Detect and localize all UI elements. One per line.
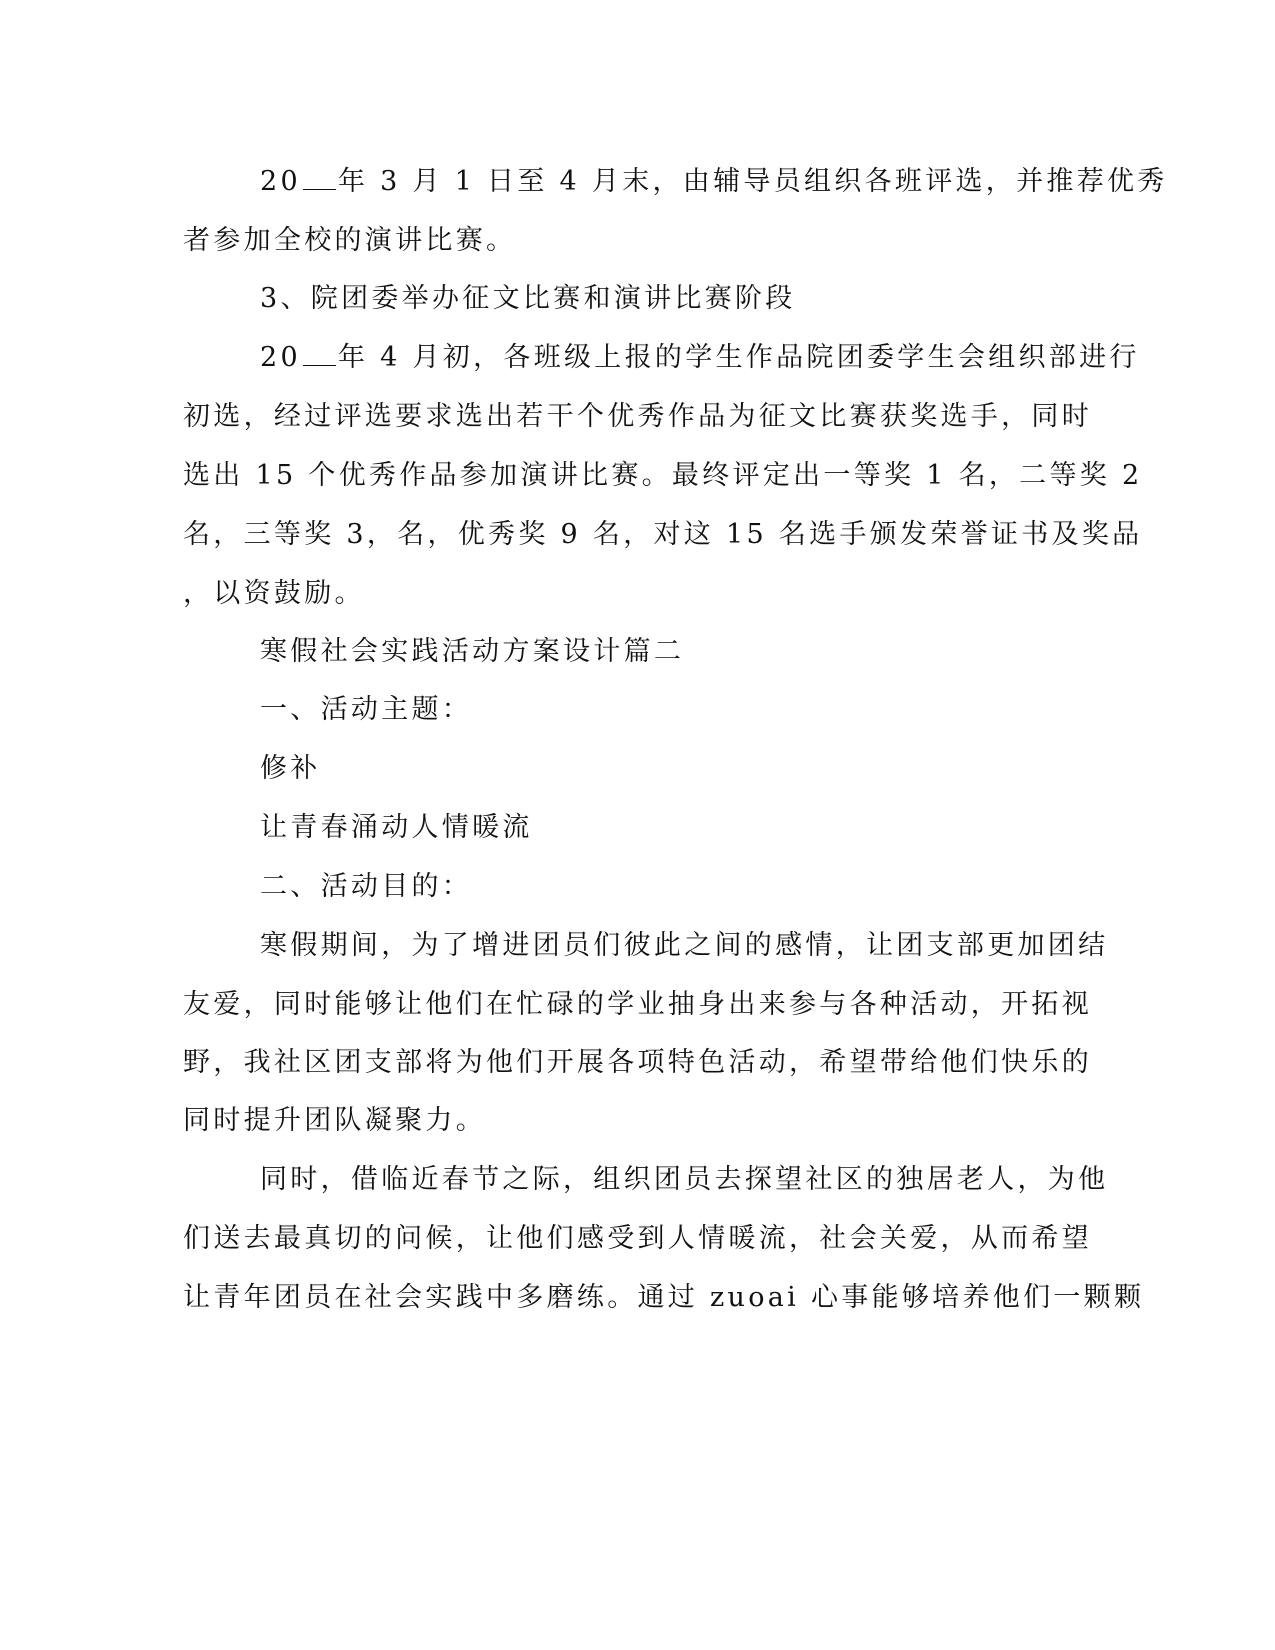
section-heading: 二、活动目的： — [260, 871, 473, 902]
text-fragment: 20 — [260, 342, 301, 373]
text-line: 野，我社区团支部将为他们开展各项特色活动，希望带给他们快乐的 — [183, 1047, 1092, 1078]
article-title: 寒假社会实践活动方案设计篇二 — [260, 636, 685, 667]
text-line: 名，三等奖 3，名，优秀奖 9 名，对这 15 名选手颁发荣誉证书及奖品 — [183, 519, 1143, 550]
section-heading: 一、活动主题： — [260, 694, 473, 725]
text-line: ，以资鼓励。 — [183, 578, 365, 609]
text-line: 初选，经过评选要求选出若干个优秀作品为征文比赛获奖选手，同时 — [183, 401, 1092, 432]
blank-underline — [303, 167, 336, 190]
text-line: 修补 — [260, 753, 321, 784]
text-line: 同时提升团队凝聚力。 — [183, 1105, 486, 1136]
text-line — [260, 338, 1140, 378]
text-line: 友爱，同时能够让他们在忙碌的学业抽身出来参与各种活动，开拓视 — [183, 989, 1092, 1020]
text-line: 让青年团员在社会实践中多磨练。通过 zuoai 心事能够培养他们一颗颗 — [183, 1282, 1145, 1313]
text-line: 选出 15 个优秀作品参加演讲比赛。最终评定出一等奖 1 名，二等奖 2 — [183, 460, 1143, 491]
text-fragment: 年 3 月 1 日至 4 月末，由辅导员组织各班评选，并推荐优秀 — [337, 166, 1168, 197]
text-fragment: 20 — [260, 166, 301, 197]
section-heading: 3、院团委举办征文比赛和演讲比赛阶段 — [260, 283, 796, 314]
blank-underline — [303, 343, 336, 366]
text-line: 同时，借临近春节之际，组织团员去探望社区的独居老人，为他 — [260, 1164, 1109, 1195]
text-line: 让青春涌动人情暖流 — [260, 812, 533, 843]
text-line: 者参加全校的演讲比赛。 — [183, 225, 517, 256]
text-fragment: 年 4 月初，各班级上报的学生作品院团委学生会组织部进行 — [337, 342, 1140, 373]
text-line: 们送去最真切的问候，让他们感受到人情暖流，社会关爱，从而希望 — [183, 1223, 1092, 1254]
text-line: 寒假期间，为了增进团员们彼此之间的感情，让团支部更加团结 — [260, 930, 1109, 961]
text-line — [260, 162, 1168, 202]
